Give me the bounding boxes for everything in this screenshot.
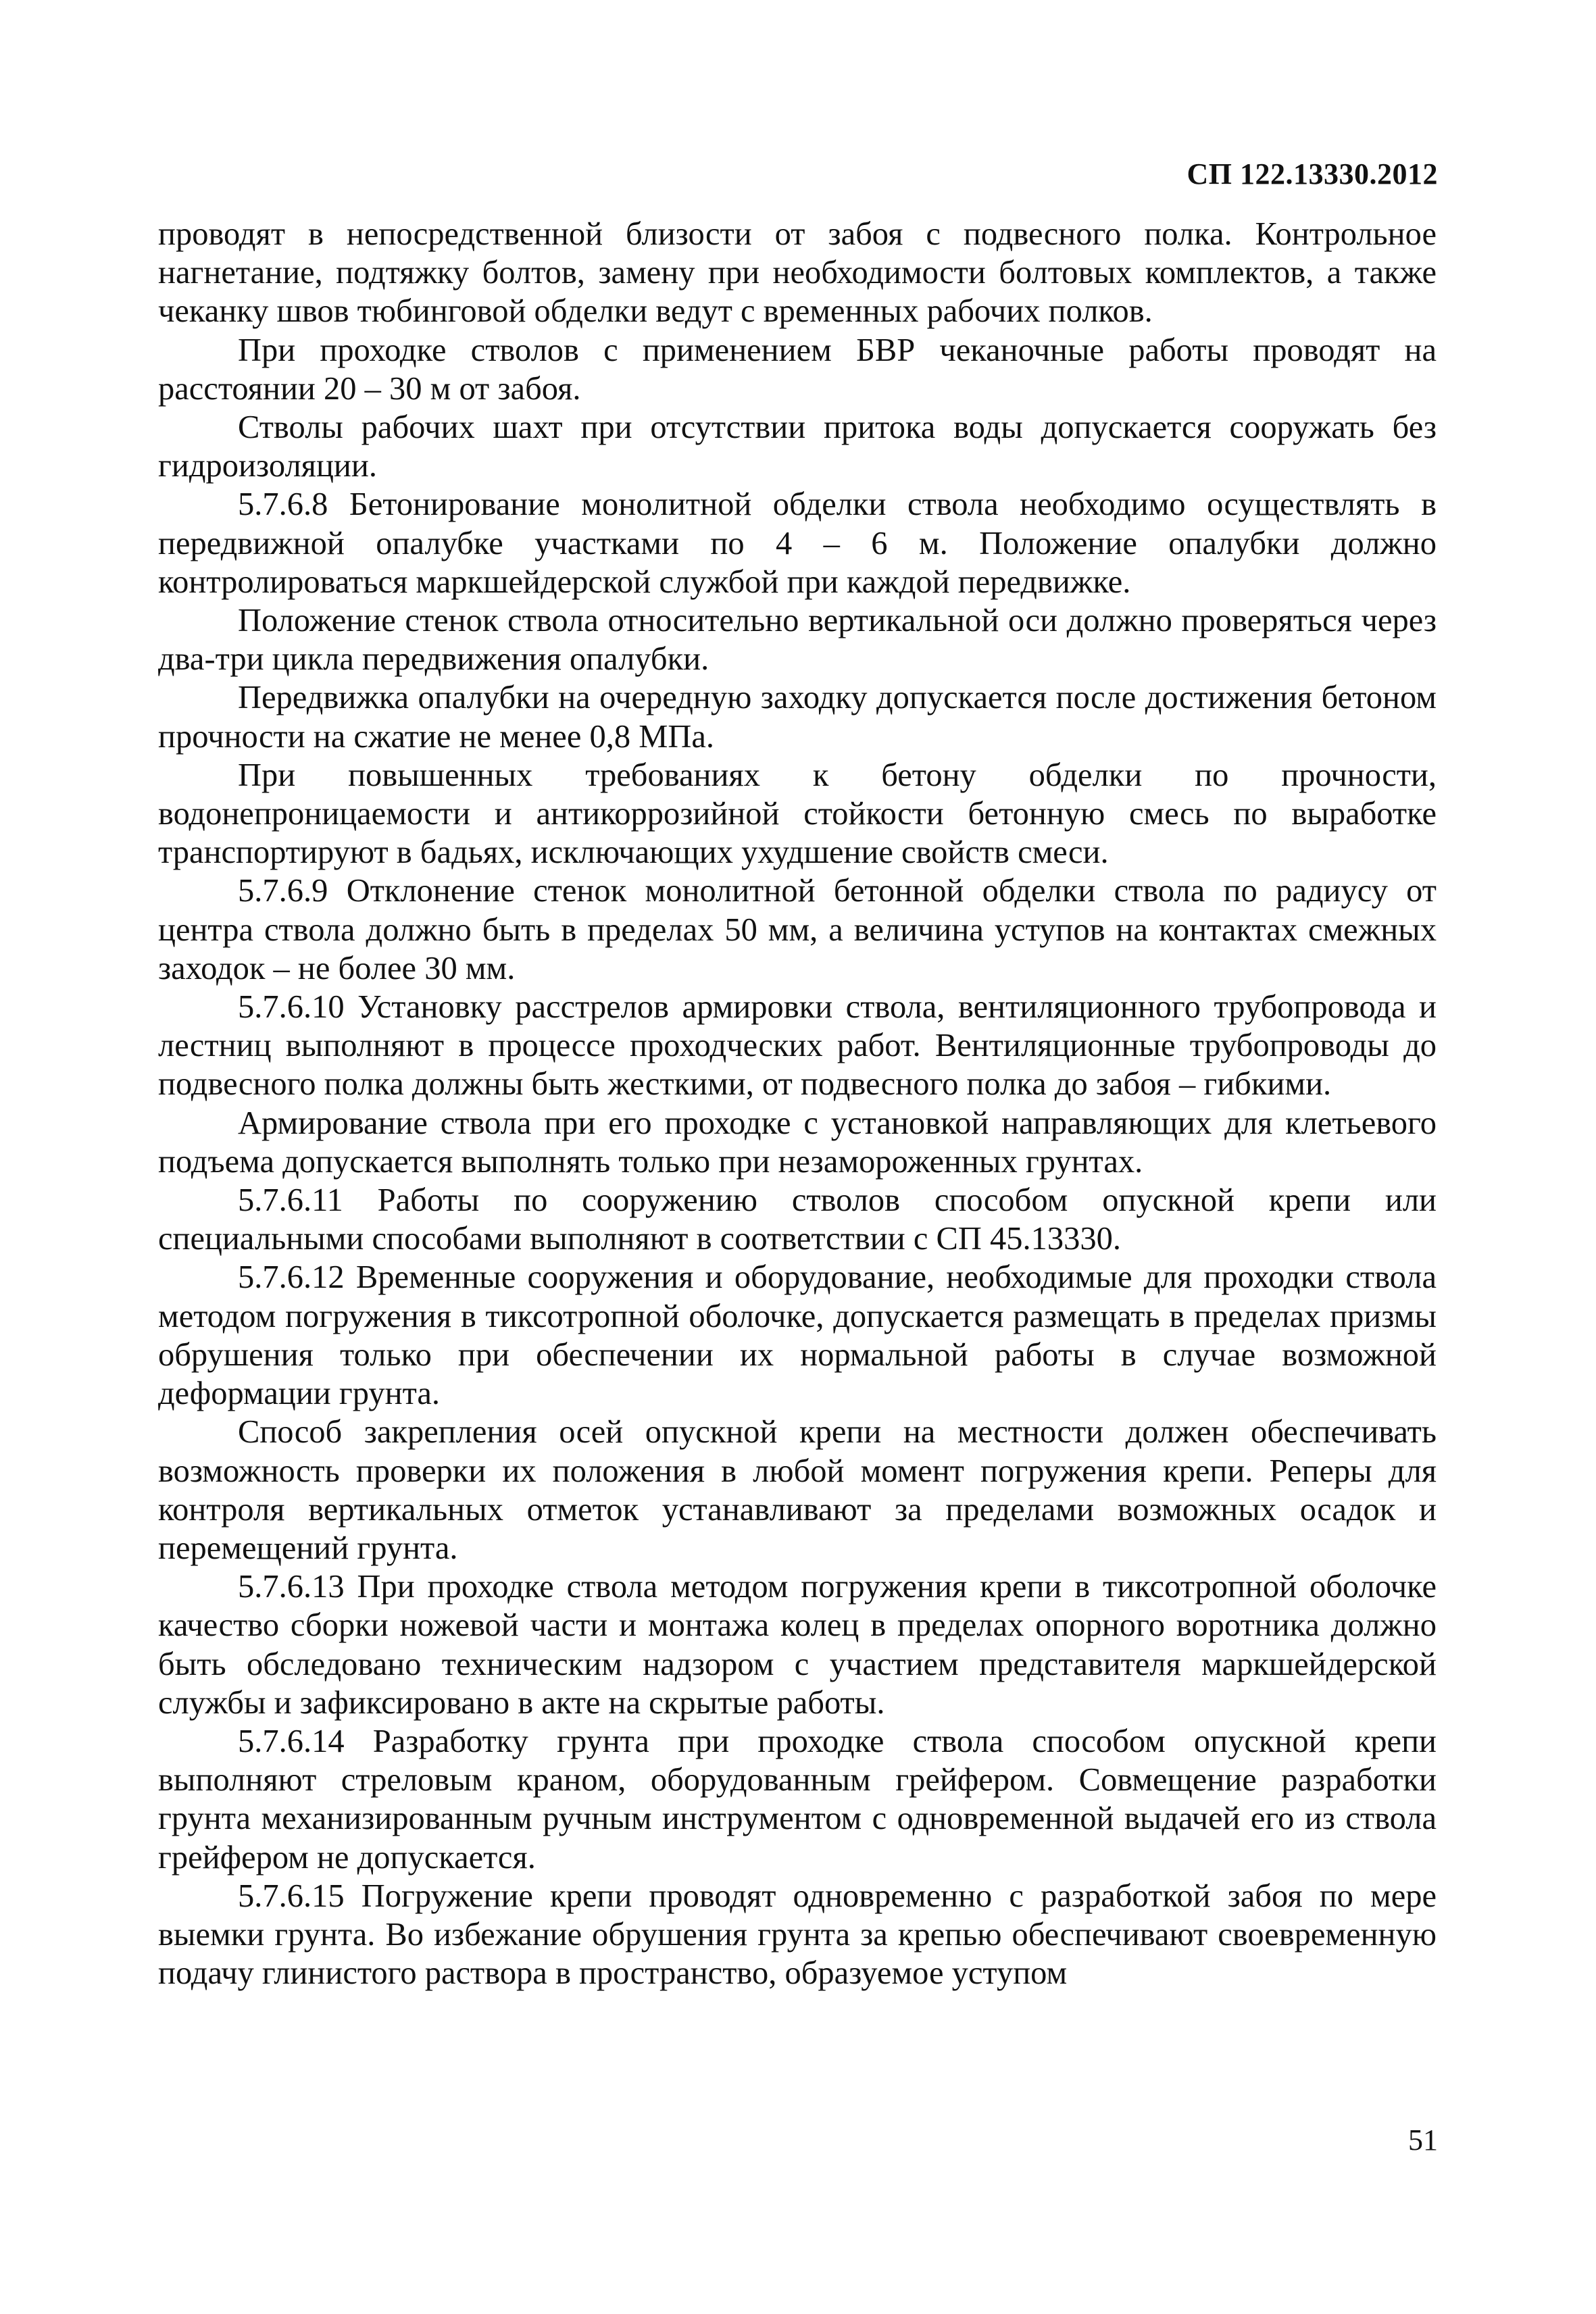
paragraph-concrete-requirements: При повышенных требованиях к бетону обделки по прочности, водонепроницаемости и антикоррозийной стойкости бетонную смесь по выработке транспортируют в бадьях, исключающих ухудшение свойств смеси. (158, 757, 1437, 871)
document-code-header: СП 122.13330.2012 (1187, 157, 1438, 191)
page-number: 51 (1408, 2123, 1438, 2157)
paragraph-axis-fixing: Способ закрепления осей опускной крепи на местности должен обеспечивать возможность проверки их положения в любой момент погружения крепи. Реперы для контроля вертикальных отметок устанавливают за пределами возможных осадок и перемещений грунта. (158, 1414, 1437, 1566)
paragraph-bvr-caulking: При проходке стволов с применением БВР чеканочные работы проводят на расстоянии 20 – 30 м от забоя. (158, 332, 1437, 407)
paragraph-waterproofing: Стволы рабочих шахт при отсутствии притока воды допускается сооружать без гидроизоляции. (158, 409, 1437, 484)
paragraph-reinforcement: Армирование ствола при его проходке с установкой направляющих для клетьевого подъема допускается выполнять только при незамороженных грунтах. (158, 1105, 1437, 1180)
paragraph-5-7-6-13: 5.7.6.13 При проходке ствола методом погружения крепи в тиксотропной оболочке качество сборки ножевой части и монтажа колец в пределах опорного воротника должно быть обследовано техническим надзором с участием представителя маркшейдерской службы и зафиксировано в акте на скрытые работы. (158, 1569, 1437, 1721)
paragraph-5-7-6-8: 5.7.6.8 Бетонирование монолитной обделки ствола необходимо осуществлять в передвижной опалубке участками по 4 – 6 м. Положение опалубки должно контролироваться маркшейдерской службой при каждой передвижке. (158, 486, 1437, 600)
document-body (158, 215, 1437, 1992)
paragraph-5-7-6-15: 5.7.6.15 Погружение крепи проводят одновременно с разработкой забоя по мере выемки грунта. Во избежание обрушения грунта за крепью обеспечивают своевременную подачу глинистого раствора в пространство, образуемое уступом (158, 1878, 1437, 1992)
paragraph-continuation: проводят в непосредственной близости от забоя с подвесного полка. Контрольное нагнетание, подтяжку болтов, замену при необходимости болтовых комплектов, а также чеканку швов тюбинговой обделки ведут с временных рабочих полков. (158, 216, 1437, 330)
paragraph-5-7-6-9: 5.7.6.9 Отклонение стенок монолитной бетонной обделки ствола по радиусу от центра ствола должно быть в пределах 50 мм, а величина уступов на контактах смежных заходок – не более 30 мм. (158, 873, 1437, 986)
paragraph-5-7-6-12: 5.7.6.12 Временные сооружения и оборудование, необходимые для проходки ствола методом погружения в тиксотропной оболочке, допускается размещать в пределах призмы обрушения только при обеспечении их нормальной работы в случае возможной деформации грунта. (158, 1259, 1437, 1412)
paragraph-5-7-6-10: 5.7.6.10 Установку расстрелов армировки ствола, вентиляционного трубопровода и лестниц выполняют в процессе проходческих работ. Вентиляционные трубопроводы до подвесного полка должны быть жесткими, от подвесного полка до забоя – гибкими. (158, 989, 1437, 1103)
paragraph-5-7-6-14: 5.7.6.14 Разработку грунта при проходке ствола способом опускной крепи выполняют стреловым краном, оборудованным грейфером. Совмещение разработки грунта механизированным ручным инструментом с одновременной выдачей его из ствола грейфером не допускается. (158, 1723, 1437, 1876)
paragraph-wall-position: Положение стенок ствола относительно вертикальной оси должно проверяться через два-три цикла передвижения опалубки. (158, 603, 1437, 678)
paragraph-5-7-6-11: 5.7.6.11 Работы по сооружению стволов способом опускной крепи или специальными способами выполняют в соответствии с СП 45.13330. (158, 1182, 1437, 1257)
paragraph-formwork-move: Передвижка опалубки на очередную заходку допускается после достижения бетоном прочности на сжатие не менее 0,8 МПа. (158, 680, 1437, 755)
